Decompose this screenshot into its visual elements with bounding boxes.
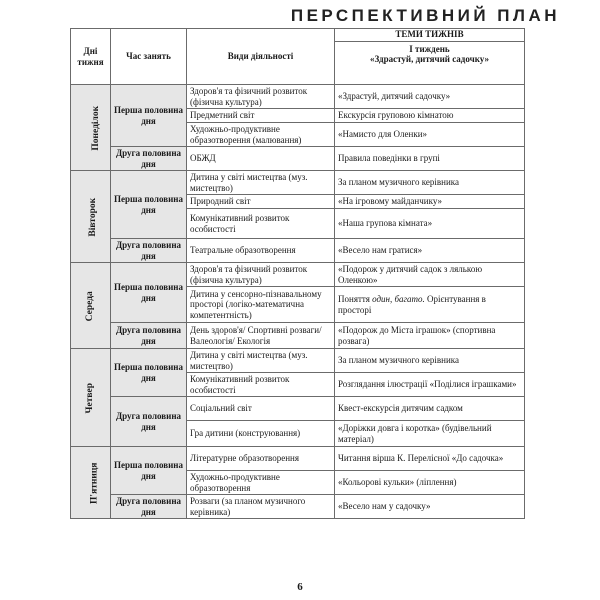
time-first-half: Перша половина дня xyxy=(111,349,187,397)
time-second-half: Друга половина дня xyxy=(111,397,187,447)
activity-cell: Природний світ xyxy=(187,195,335,209)
header-days: Дні тижня xyxy=(71,29,111,85)
theme-cell: «Кольорові кульки» (ліплення) xyxy=(335,471,525,495)
activity-cell: Гра дитини (конструювання) xyxy=(187,421,335,447)
theme-cell: «Здрастуй, дитячий садочку» xyxy=(335,85,525,109)
theme-cell: «Весело нам у садочку» xyxy=(335,495,525,519)
theme-cell: Читання вірша К. Перелісної «До садочка» xyxy=(335,447,525,471)
day-wednesday: Середа xyxy=(71,263,111,349)
table-row xyxy=(71,349,525,373)
activity-cell: Комунікативний розвиток особистості xyxy=(187,373,335,397)
header-time: Час занять xyxy=(111,29,187,85)
activity-cell: День здоров'я/ Спортивні розваги/ Валеологія/ Екологія xyxy=(187,323,335,349)
theme-cell: За планом музичного керівника xyxy=(335,349,525,373)
table-row xyxy=(71,447,525,471)
header-week-theme: «Здрастуй, дитячий садочку» xyxy=(370,54,489,64)
theme-cell: «Доріжки довга і коротка» (будівельний матеріал) xyxy=(335,421,525,447)
header-themes-label: ТЕМИ ТИЖНІВ xyxy=(335,29,524,42)
time-first-half: Перша половина дня xyxy=(111,171,187,239)
day-tuesday: Вівторок xyxy=(71,171,111,263)
time-second-half: Друга половина дня xyxy=(111,323,187,349)
theme-cell: Квест-екскурсія дитячим садком xyxy=(335,397,525,421)
activity-cell: Розваги (за планом музичного керівника) xyxy=(187,495,335,519)
table-row xyxy=(71,495,525,519)
theme-cell: Правила поведінки в групі xyxy=(335,147,525,171)
table-row xyxy=(71,323,525,349)
table-row xyxy=(71,239,525,263)
theme-cell: «На ігровому майданчику» xyxy=(335,195,525,209)
time-second-half: Друга половина дня xyxy=(111,495,187,519)
theme-cell: Екскурсія груповою кімнатою xyxy=(335,109,525,123)
table-row xyxy=(71,85,525,109)
activity-cell: Театральне образотворення xyxy=(187,239,335,263)
table-row xyxy=(71,263,525,287)
activity-cell: ОБЖД xyxy=(187,147,335,171)
theme-cell: За планом музичного керівника xyxy=(335,171,525,195)
activity-cell: Літературне образотворення xyxy=(187,447,335,471)
theme-cell: Розглядання ілюстрації «Поділися іграшками» xyxy=(335,373,525,397)
table-row xyxy=(71,147,525,171)
time-first-half: Перша половина дня xyxy=(111,263,187,323)
theme-cell: «Намисто для Оленки» xyxy=(335,123,525,147)
theme-cell: «Подорож до Міста іграшок» (спортивна розвага) xyxy=(335,323,525,349)
table-row xyxy=(71,171,525,195)
activity-cell: Дитина у світі мистецтва (муз. мистецтво) xyxy=(187,171,335,195)
page-title: ПЕРСПЕКТИВНИЙ ПЛАН xyxy=(290,6,560,25)
theme-cell: «Весело нам гратися» xyxy=(335,239,525,263)
day-friday: П'ятниця xyxy=(71,447,111,519)
activity-cell: Соціальний світ xyxy=(187,397,335,421)
page-number: 6 xyxy=(297,581,303,593)
activity-cell: Здоров'я та фізичний розвиток (фізична культура) xyxy=(187,263,335,287)
table-header-row xyxy=(71,29,525,85)
activity-cell: Художньо-продуктивне образотворення xyxy=(187,471,335,495)
header-week: I тиждень xyxy=(409,43,450,54)
theme-cell: «Наша групова кімната» xyxy=(335,209,525,239)
time-first-half: Перша половина дня xyxy=(111,447,187,495)
time-second-half: Друга половина дня xyxy=(111,239,187,263)
time-second-half: Друга половина дня xyxy=(111,147,187,171)
activity-cell: Дитина у сенсорно-пізнавальному просторі (логіко-математична компетентність) xyxy=(187,287,335,323)
table-row xyxy=(71,397,525,421)
perspective-plan-table xyxy=(70,28,525,519)
header-themes xyxy=(335,29,525,85)
activity-cell: Комунікативний розвиток особистості xyxy=(187,209,335,239)
day-monday: Понеділок xyxy=(71,85,111,171)
day-thursday: Четвер xyxy=(71,349,111,447)
activity-cell: Художньо-продуктивне образотворення (малювання) xyxy=(187,123,335,147)
activity-cell: Дитина у світі мистецтва (муз. мистецтво) xyxy=(187,349,335,373)
activity-cell: Здоров'я та фізичний розвиток (фізична культура) xyxy=(187,85,335,109)
header-activities: Види діяльності xyxy=(187,29,335,85)
time-first-half: Перша половина дня xyxy=(111,85,187,147)
theme-cell: «Подорож у дитячий садок з лялькою Оленкою» xyxy=(335,263,525,287)
theme-cell: Поняття один, багато. Орієнтування в просторі xyxy=(335,287,525,323)
activity-cell: Предметний світ xyxy=(187,109,335,123)
